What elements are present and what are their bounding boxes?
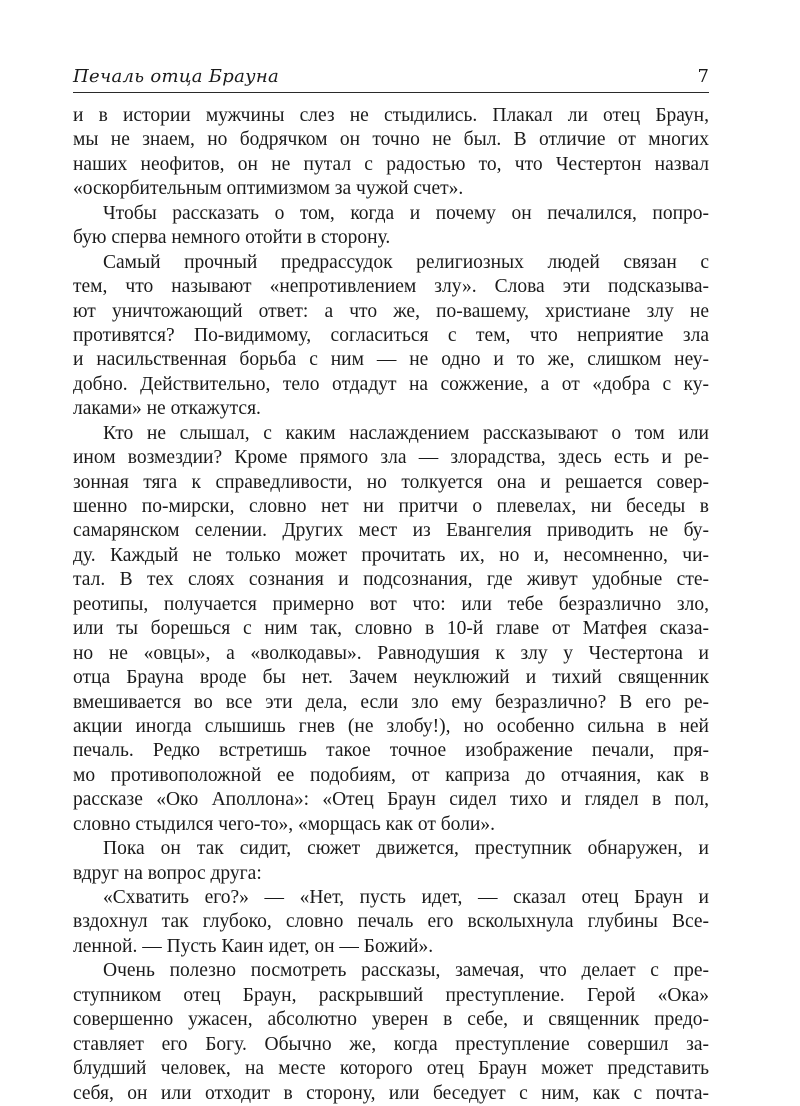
text-line: блудший человек, на месте которого отец Браун может представить (73, 1058, 709, 1080)
text-line: ду. Каждый не только может прочитать их, но и, несомненно, чи- (73, 544, 709, 566)
text-line: наших неофитов, он не путал с радостью то, что Честертон назвал (73, 153, 709, 175)
text-line: и насильственная борьба с ним — не одно и то же, слишком неу- (73, 349, 709, 371)
text-line: себя, он или отходит в сторону, или беседует с ним, как с почта- (73, 1082, 709, 1104)
text-line: рассказе «Око Аполлона»: «Отец Браун сидел тихо и глядел в пол, (73, 789, 709, 811)
text-line: самарянском селении. Других мест из Евангелия приводить не бу- (73, 520, 709, 542)
text-line: шенно по-мирски, словно нет ни притчи о плевелах, ни беседы в (73, 496, 709, 517)
text-line: добно. Действительно, тело отдадут на сожжение, а от «добра с ку- (73, 373, 709, 395)
text-line: противятся? По-видимому, согласиться с тем, что неприятие зла (73, 324, 709, 346)
text-line: тем, что называют «непротивлением злу». Слова эти подсказыва- (73, 276, 709, 298)
text-line: «Схватить его?» — «Нет, пусть идет, — сказал отец Браун и (103, 887, 709, 908)
text-line: совершенно ужасен, абсолютно уверен в себе, и священник предо- (73, 1009, 709, 1031)
text-line: или ты борешься с ним так, словно в 10-й главе от Матфея сказа- (73, 618, 709, 640)
text-line: вздохнул так глубоко, словно печаль его всколыхнула глубины Все- (73, 911, 709, 933)
text-line: лаками» не откажутся. (73, 398, 261, 420)
text-line: бую сперва немного отойти в сторону. (73, 227, 391, 249)
running-title: Печаль отца Брауна (73, 66, 280, 87)
text-line: ином возмездии? Кроме прямого зла — злорадства, здесь есть и ре- (73, 447, 709, 469)
text-line: печаль. Редко встретишь такое точное изображение печали, пря- (73, 740, 709, 762)
text-line: ют уничтожающий ответ: а что же, по-вашему, христиане злу не (73, 300, 709, 322)
page-number: 7 (697, 66, 709, 87)
text-line: Самый прочный предрассудок религиозных людей связан с (103, 251, 709, 273)
text-line: ставляет его Богу. Обычно же, когда преступление совершил за- (73, 1033, 709, 1055)
text-line: отца Брауна вроде бы нет. Зачем неуклюжий и тихий священник (73, 667, 709, 689)
text-line: ленной. — Пусть Каин идет, он — Божий». (73, 935, 434, 957)
text-line: мо противоположной ее подобиям, от каприза до отчаяния, как в (73, 764, 709, 786)
header-rule (73, 92, 709, 93)
text-line: словно стыдился чего-то», «морщась как от боли». (73, 813, 495, 835)
text-line: вмешивается во все эти дела, если зло ему безразлично? В его ре- (73, 691, 709, 713)
text-line: ступником отец Браун, раскрывший преступление. Герой «Ока» (73, 984, 709, 1006)
text-line: тал. В тех слоях сознания и подсознания, где живут удобные сте- (73, 569, 709, 591)
text-line: зонная тяга к справедливости, но толкуется она и решается совер- (73, 471, 709, 493)
text-line: реотипы, получается примерно вот что: или тебе безразлично зло, (73, 593, 709, 615)
body-text (73, 104, 709, 1106)
text-line: и в истории мужчины слез не стыдились. Плакал ли отец Браун, (73, 105, 709, 126)
text-line: Пока он так сидит, сюжет движется, преступник обнаружен, и (103, 838, 709, 860)
text-line: вдруг на вопрос друга: (73, 862, 262, 884)
text-line: но не «овцы», а «волкодавы». Равнодушия к злу у Честертона и (73, 642, 709, 664)
text-line: Чтобы рассказать о том, когда и почему он печалился, попро- (103, 202, 709, 224)
text-line: акции иногда слышишь гнев (не злобу!), но особенно сильна в ней (73, 715, 709, 737)
text-line: мы не знаем, но бодрячком он точно не был. В отличие от многих (73, 129, 709, 151)
text-line: Кто не слышал, с каким наслаждением рассказывают о том или (103, 422, 709, 444)
page-header (73, 66, 709, 94)
text-line: Очень полезно посмотреть рассказы, замечая, что делает с пре- (103, 960, 709, 982)
text-line: «оскорбительным оптимизмом за чужой счет». (73, 178, 464, 200)
